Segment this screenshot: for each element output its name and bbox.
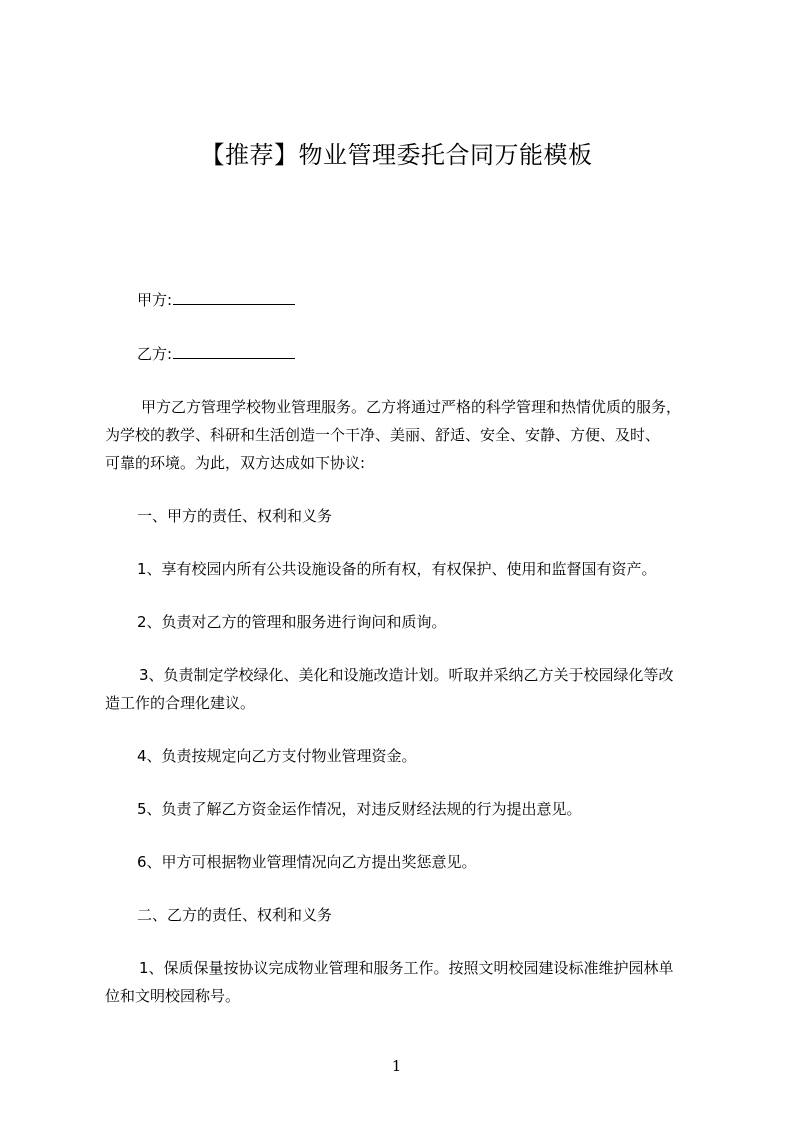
section-1-item-3: 3、负责制定学校绿化、美化和设施改造计划。听取并采纳乙方关于校园绿化等改 xyxy=(139,666,674,684)
party-a-label: 甲方: xyxy=(137,291,173,309)
section-1-item-5: 5、负责了解乙方资金运作情况，对违反财经法规的行为提出意见。 xyxy=(137,800,582,818)
party-a-blank xyxy=(173,290,295,305)
party-b-line xyxy=(137,344,295,364)
section-1-item-6: 6、甲方可根据物业管理情况向乙方提出奖惩意见。 xyxy=(137,853,477,871)
section-2-item-1-cont: 位和文明校园称号。 xyxy=(105,987,241,1005)
section-2-item-1: 1、保质保量按协议完成物业管理和服务工作。按照文明校园建设标准维护园林单 xyxy=(139,959,674,977)
party-b-blank xyxy=(173,344,295,359)
section-1-item-1: 1、享有校园内所有公共设施设备的所有权，有权保护、使用和监督国有资产。 xyxy=(137,560,657,578)
intro-line-3: 可靠的环境。为此，双方达成如下协议: xyxy=(105,454,366,472)
page-number: 1 xyxy=(391,1057,402,1075)
party-a-line xyxy=(137,290,295,310)
section-1-heading: 一、甲方的责任、权利和义务 xyxy=(137,507,333,525)
section-1-item-3-cont: 造工作的合理化建议。 xyxy=(105,694,256,712)
section-1-item-4: 4、负责按规定向乙方支付物业管理资金。 xyxy=(137,747,417,765)
section-2-heading: 二、乙方的责任、权利和义务 xyxy=(137,906,333,924)
party-b-label: 乙方: xyxy=(137,345,173,363)
section-1-item-2: 2、负责对乙方的管理和服务进行询问和质询。 xyxy=(137,613,447,631)
intro-line-2: 为学校的教学、科研和生活创造一个干净、美丽、舒适、安全、安静、方便、及时、 xyxy=(105,426,661,444)
document-title: 【推荐】物业管理委托合同万能模板 xyxy=(200,141,593,169)
intro-line-1: 甲方乙方管理学校物业管理服务。乙方将通过严格的科学管理和热情优质的服务， xyxy=(141,398,682,416)
